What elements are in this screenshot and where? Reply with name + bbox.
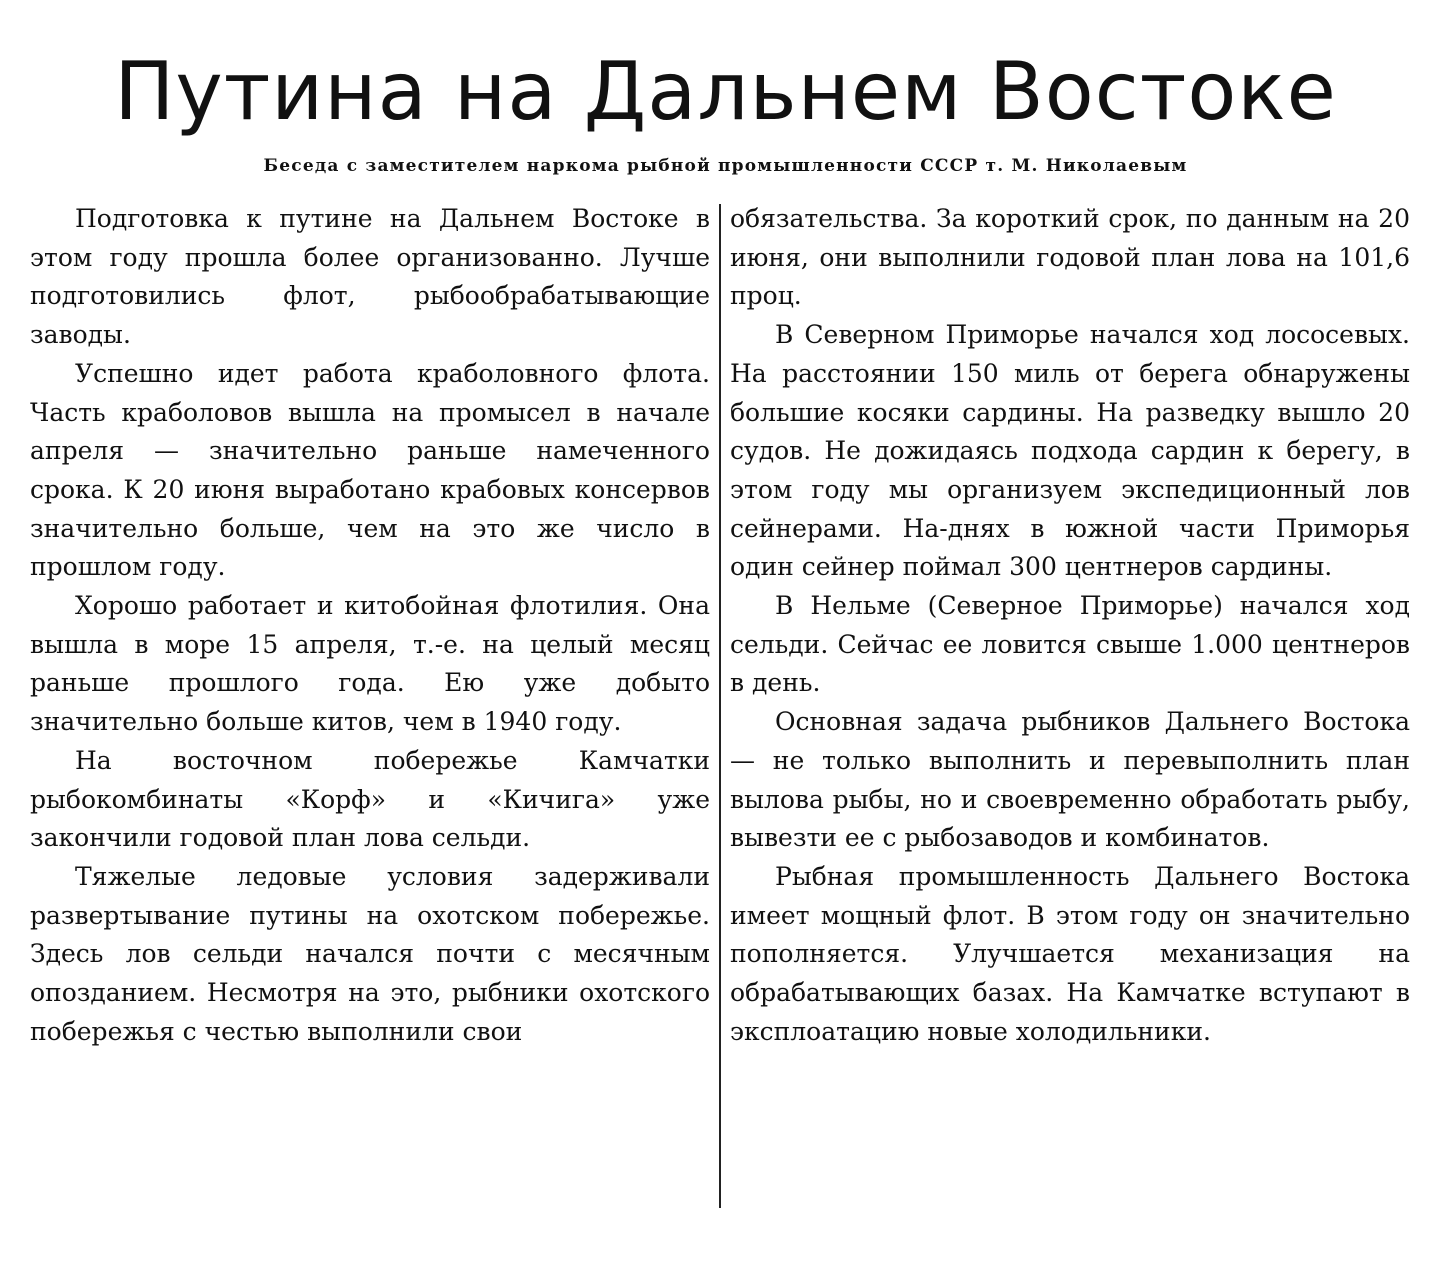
paragraph: В Нельме (Северное Приморье) начался ход сельди. Сейчас ее ловится свыше 1.000 центнеров в день. bbox=[730, 591, 1410, 698]
paragraph: В Северном Приморье начался ход лососевых. На расстоянии 150 миль от берега обнаружены большие косяки сардины. На разведку вышло 20 судов. Не дожидаясь подхода сардин к берегу, в этом году мы организуем экспедиционный лов сейнерами. На-днях в южной части Приморья один сейнер поймал 300 центнеров сардины. bbox=[730, 320, 1410, 582]
subtitle: Беседа с заместителем наркома рыбной промышленности СССР т. М. Николаевым bbox=[263, 156, 1188, 176]
paragraph: Хорошо работает и китобойная флотилия. Она вышла в море 15 апреля, т.-е. на целый месяц раньше прошлого года. Ею уже добыто значительно больше китов, чем в 1940 году. bbox=[30, 591, 710, 737]
paragraph: На восточном побережье Камчатки рыбокомбинаты «Корф» и «Кичига» уже закончили годовой план лова сельди. bbox=[30, 745, 710, 853]
paragraph: Успешно идет работа краболовного флота. Часть краболовов вышла на промысел в начале апреля — значительно раньше намеченного срока. К 20 июня выработано крабовых консервов значительно больше, чем на это же число в прошлом году. bbox=[30, 358, 710, 582]
paragraph: Рыбная промышленность Дальнего Востока имеет мощный флот. В этом году он значительно пополняется. Улучшается механизация на обрабатывающих базах. На Камчатке вступают в эксплоатацию новые холодильники. bbox=[730, 861, 1410, 1046]
column-divider bbox=[719, 204, 721, 1208]
left-column bbox=[30, 200, 710, 1051]
paragraph: Тяжелые ледовые условия задерживали развертывание путины на охотском побережье. Здесь лов сельди начался почти с месячным опозданием. Несмотря на это, рыбники охотского побережья с честью выполнили свои bbox=[30, 861, 710, 1046]
paragraph: Основная задача рыбников Дальнего Востока — не только выполнить и перевыполнить план вылова рыбы, но и своевременно обработать рыбу, вывезти ее с рыбозаводов и комбинатов. bbox=[730, 707, 1410, 853]
paragraph: Подготовка к путине на Дальнем Востоке в этом году прошла более организованно. Лучше подготовились флот, рыбообрабатывающие заводы. bbox=[30, 204, 710, 350]
right-column bbox=[730, 200, 1410, 1051]
paragraph-continued: обязательства. За короткий срок, по данным на 20 июня, они выполнили годовой план лова на 101,6 проц. bbox=[730, 204, 1410, 311]
headline: Путина на Дальнем Востоке bbox=[114, 45, 1337, 138]
